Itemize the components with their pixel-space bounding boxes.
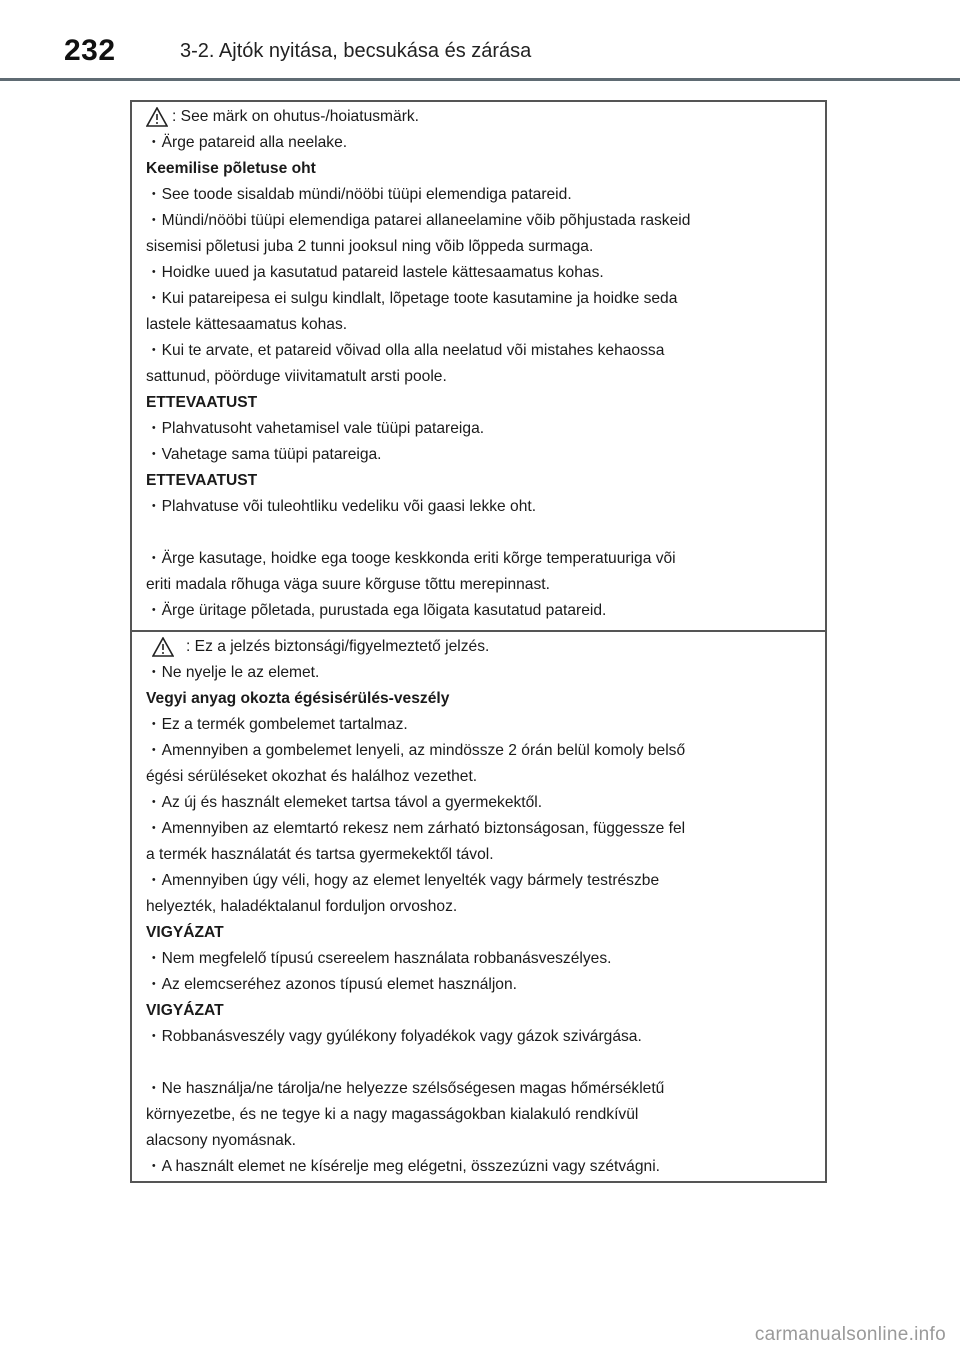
hungarian-line: a termék használatát és tartsa gyermekektől távol. <box>146 846 494 863</box>
estonian-line: eriti madala rõhuga väga suure kõrguse tõttu merepinnast. <box>146 576 550 593</box>
estonian-line: ・Plahvatuse või tuleohtliku vedeliku või gaasi lekke oht. <box>146 498 537 515</box>
estonian-line: ・Kui patareipesa ei sulgu kindlalt, lõpetage toote kasutamine ja hoidke seda <box>146 290 678 307</box>
hungarian-warning-line <box>146 634 825 660</box>
page-number: 232 <box>64 34 116 67</box>
hungarian-line: ・Ne használja/ne tárolja/ne helyezze szélsőségesen magas hőmérsékletű <box>146 1080 665 1097</box>
estonian-warning-box <box>130 100 827 630</box>
hungarian-line: égési sérüléseket okozhat és halálhoz vezethet. <box>146 768 478 785</box>
estonian-line: ・Ärge üritage põletada, purustada ega lõigata kasutatud patareid. <box>146 602 607 619</box>
estonian-line: ・Vahetage sama tüüpi patareiga. <box>146 446 382 463</box>
hungarian-line: ・Amennyiben a gombelemet lenyeli, az mindössze 2 órán belül komoly belső <box>146 742 686 759</box>
estonian-line: sisemisi põletusi juba 2 tunni jooksul ning võib lõppeda surmaga. <box>146 238 594 255</box>
hungarian-line: környezetbe, és ne tegye ki a nagy magasságokban kialakuló rendkívül <box>146 1106 639 1123</box>
hungarian-line: ・Amennyiben úgy véli, hogy az elemet lenyelték vagy bármely testrészbe <box>146 872 660 889</box>
estonian-line: ・Mündi/nööbi tüüpi elemendiga patarei allaneelamine võib põhjustada raskeid <box>146 212 691 229</box>
hungarian-heading: Vegyi anyag okozta égésisérülés-veszély <box>146 690 450 707</box>
paragraph-gap <box>132 1050 825 1076</box>
estonian-heading: ETTEVAATUST <box>146 394 258 411</box>
hungarian-line: ・Az elemcseréhez azonos típusú elemet használjon. <box>146 976 517 993</box>
hungarian-warning-text: : Ez a jelzés biztonsági/figyelmeztető jelzés. <box>186 638 490 655</box>
hungarian-warning-box <box>130 630 827 1183</box>
hungarian-line: ・Amennyiben az elemtartó rekesz nem zárható biztonságosan, függessze fel <box>146 820 686 837</box>
warning-triangle-icon <box>146 107 168 127</box>
estonian-line: ・See toode sisaldab mündi/nööbi tüüpi elemendiga patareid. <box>146 186 572 203</box>
estonian-line: sattunud, pöörduge viivitamatult arsti poole. <box>146 368 447 385</box>
hungarian-line: helyezték, haladéktalanul forduljon orvoshoz. <box>146 898 458 915</box>
warning-triangle-icon <box>152 637 174 657</box>
paragraph-gap <box>132 520 825 546</box>
estonian-line: ・Hoidke uued ja kasutatud patareid lastele kättesaamatus kohas. <box>146 264 604 281</box>
hungarian-line: ・A használt elemet ne kísérelje meg elégetni, összezúzni vagy szétvágni. <box>146 1158 660 1175</box>
page-header <box>0 0 960 82</box>
hungarian-line: ・Nem megfelelő típusú csereelem használata robbanásveszélyes. <box>146 950 612 967</box>
estonian-line: lastele kättesaamatus kohas. <box>146 316 348 333</box>
estonian-heading: ETTEVAATUST <box>146 472 258 489</box>
estonian-line: ・Kui te arvate, et patareid võivad olla alla neelatud või mistahes kehaossa <box>146 342 665 359</box>
header-rule <box>0 78 960 81</box>
estonian-warning-text: : See märk on ohutus-/hoiatusmärk. <box>172 108 420 125</box>
estonian-warning-line <box>146 104 825 130</box>
estonian-line: ・Plahvatusoht vahetamisel vale tüüpi patareiga. <box>146 420 485 437</box>
watermark-link[interactable]: carmanualsonline.info <box>754 1324 946 1345</box>
hungarian-line: ・Robbanásveszély vagy gyúlékony folyadékok vagy gázok szivárgása. <box>146 1028 642 1045</box>
hungarian-heading: VIGYÁZAT <box>146 924 224 941</box>
hungarian-heading: VIGYÁZAT <box>146 1002 224 1019</box>
hungarian-line: ・Ez a termék gombelemet tartalmaz. <box>146 716 408 733</box>
hungarian-line: ・Ne nyelje le az elemet. <box>146 664 320 681</box>
section-title: 3-2. Ajtók nyitása, becsukása és zárása <box>180 40 532 62</box>
estonian-line: ・Ärge kasutage, hoidke ega tooge keskkonda eriti kõrge temperatuuriga või <box>146 550 676 567</box>
estonian-heading: Keemilise põletuse oht <box>146 160 316 177</box>
hungarian-line: alacsony nyomásnak. <box>146 1132 296 1149</box>
estonian-line: ・Ärge patareid alla neelake. <box>146 134 348 151</box>
hungarian-line: ・Az új és használt elemeket tartsa távol a gyermekektől. <box>146 794 543 811</box>
